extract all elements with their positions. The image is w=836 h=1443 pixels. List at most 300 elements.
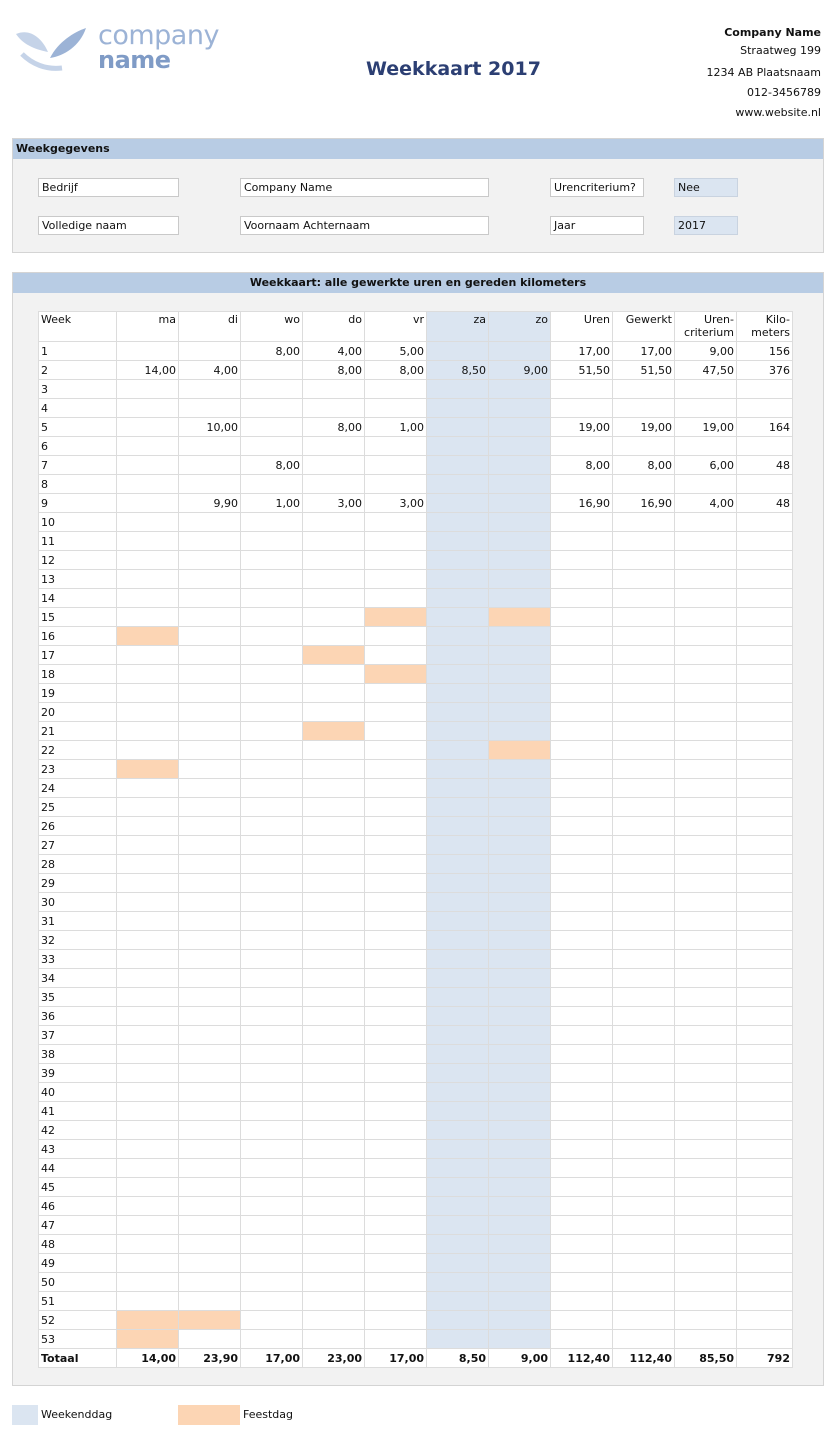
table-cell[interactable] xyxy=(427,399,489,418)
table-cell[interactable] xyxy=(241,1292,303,1311)
table-cell[interactable] xyxy=(179,513,241,532)
table-cell[interactable] xyxy=(117,969,179,988)
table-cell[interactable] xyxy=(365,912,427,931)
table-cell[interactable] xyxy=(427,1140,489,1159)
table-cell[interactable] xyxy=(489,475,551,494)
table-cell[interactable] xyxy=(303,380,365,399)
table-cell[interactable] xyxy=(303,627,365,646)
table-cell[interactable] xyxy=(303,513,365,532)
table-cell[interactable] xyxy=(303,1197,365,1216)
table-cell[interactable] xyxy=(365,1235,427,1254)
table-cell[interactable] xyxy=(117,836,179,855)
table-cell[interactable] xyxy=(117,1216,179,1235)
table-cell[interactable] xyxy=(303,703,365,722)
table-cell[interactable] xyxy=(179,1007,241,1026)
table-cell[interactable] xyxy=(489,1254,551,1273)
table-cell[interactable] xyxy=(179,380,241,399)
table-cell[interactable] xyxy=(489,1045,551,1064)
table-cell[interactable]: 8,50 xyxy=(427,361,489,380)
table-cell[interactable] xyxy=(241,1121,303,1140)
table-cell[interactable]: 5,00 xyxy=(365,342,427,361)
table-cell[interactable] xyxy=(241,589,303,608)
table-cell[interactable] xyxy=(303,1102,365,1121)
table-cell[interactable] xyxy=(427,1102,489,1121)
table-cell[interactable] xyxy=(427,1178,489,1197)
table-cell[interactable] xyxy=(117,1026,179,1045)
table-cell[interactable]: 8,00 xyxy=(365,361,427,380)
table-cell[interactable] xyxy=(117,703,179,722)
table-cell[interactable] xyxy=(179,931,241,950)
table-cell[interactable] xyxy=(179,1064,241,1083)
table-cell[interactable] xyxy=(241,1007,303,1026)
table-cell[interactable] xyxy=(303,1292,365,1311)
table-cell[interactable]: 1,00 xyxy=(365,418,427,437)
table-cell[interactable] xyxy=(241,399,303,418)
table-cell[interactable] xyxy=(427,380,489,399)
table-cell[interactable] xyxy=(489,1311,551,1330)
table-cell[interactable] xyxy=(303,1064,365,1083)
table-cell[interactable] xyxy=(303,551,365,570)
table-cell[interactable] xyxy=(179,456,241,475)
table-cell[interactable] xyxy=(179,437,241,456)
urencriterium-field[interactable]: Nee xyxy=(674,178,738,197)
table-cell[interactable] xyxy=(427,817,489,836)
table-cell[interactable] xyxy=(241,1159,303,1178)
table-cell[interactable] xyxy=(427,798,489,817)
table-cell[interactable] xyxy=(179,684,241,703)
table-cell[interactable] xyxy=(241,1045,303,1064)
table-cell[interactable] xyxy=(241,836,303,855)
table-cell[interactable] xyxy=(179,1102,241,1121)
table-cell[interactable] xyxy=(241,1064,303,1083)
table-cell[interactable] xyxy=(179,646,241,665)
table-cell[interactable] xyxy=(489,1064,551,1083)
table-cell[interactable] xyxy=(303,969,365,988)
table-cell[interactable] xyxy=(303,1311,365,1330)
table-cell[interactable] xyxy=(117,931,179,950)
table-cell[interactable] xyxy=(365,1159,427,1178)
table-cell[interactable] xyxy=(489,969,551,988)
table-cell[interactable] xyxy=(117,399,179,418)
table-cell[interactable] xyxy=(179,855,241,874)
table-cell[interactable] xyxy=(489,893,551,912)
table-cell[interactable] xyxy=(117,855,179,874)
table-cell[interactable] xyxy=(117,1140,179,1159)
table-cell[interactable] xyxy=(179,1083,241,1102)
table-cell[interactable] xyxy=(489,684,551,703)
table-cell[interactable] xyxy=(303,399,365,418)
table-cell[interactable] xyxy=(117,456,179,475)
table-cell[interactable]: 4,00 xyxy=(179,361,241,380)
table-cell[interactable] xyxy=(117,475,179,494)
table-cell[interactable] xyxy=(365,950,427,969)
table-cell[interactable] xyxy=(427,475,489,494)
table-cell[interactable] xyxy=(179,874,241,893)
table-cell[interactable] xyxy=(117,532,179,551)
table-cell[interactable] xyxy=(489,1102,551,1121)
table-cell[interactable] xyxy=(427,779,489,798)
table-cell[interactable] xyxy=(427,1273,489,1292)
table-cell[interactable] xyxy=(179,950,241,969)
table-cell[interactable] xyxy=(117,1045,179,1064)
table-cell[interactable] xyxy=(179,741,241,760)
table-cell[interactable] xyxy=(117,1159,179,1178)
table-cell[interactable] xyxy=(365,1330,427,1349)
table-cell[interactable] xyxy=(117,798,179,817)
table-cell[interactable] xyxy=(117,893,179,912)
table-cell[interactable] xyxy=(303,646,365,665)
table-cell[interactable] xyxy=(117,1235,179,1254)
table-cell[interactable] xyxy=(303,665,365,684)
table-cell[interactable] xyxy=(117,912,179,931)
table-cell[interactable] xyxy=(427,570,489,589)
table-cell[interactable] xyxy=(241,1197,303,1216)
table-cell[interactable] xyxy=(489,627,551,646)
table-cell[interactable] xyxy=(241,1216,303,1235)
table-cell[interactable] xyxy=(427,551,489,570)
table-cell[interactable] xyxy=(365,874,427,893)
table-cell[interactable] xyxy=(365,931,427,950)
table-cell[interactable] xyxy=(179,1311,241,1330)
table-cell[interactable] xyxy=(179,399,241,418)
table-cell[interactable] xyxy=(117,1064,179,1083)
table-cell[interactable] xyxy=(179,627,241,646)
table-cell[interactable] xyxy=(241,646,303,665)
table-cell[interactable] xyxy=(427,1197,489,1216)
table-cell[interactable] xyxy=(365,437,427,456)
table-cell[interactable] xyxy=(303,722,365,741)
table-cell[interactable] xyxy=(117,1007,179,1026)
table-cell[interactable] xyxy=(365,1140,427,1159)
table-cell[interactable] xyxy=(427,342,489,361)
table-cell[interactable] xyxy=(365,380,427,399)
table-cell[interactable] xyxy=(303,1330,365,1349)
table-cell[interactable] xyxy=(303,760,365,779)
table-cell[interactable] xyxy=(241,1311,303,1330)
table-cell[interactable] xyxy=(303,456,365,475)
table-cell[interactable] xyxy=(179,551,241,570)
table-cell[interactable] xyxy=(489,760,551,779)
table-cell[interactable] xyxy=(179,969,241,988)
table-cell[interactable] xyxy=(179,703,241,722)
table-cell[interactable] xyxy=(179,1045,241,1064)
table-cell[interactable] xyxy=(365,1102,427,1121)
table-cell[interactable] xyxy=(179,760,241,779)
table-cell[interactable] xyxy=(427,893,489,912)
table-cell[interactable] xyxy=(303,608,365,627)
table-cell[interactable] xyxy=(179,779,241,798)
table-cell[interactable] xyxy=(303,437,365,456)
table-cell[interactable] xyxy=(427,703,489,722)
table-cell[interactable] xyxy=(241,551,303,570)
table-cell[interactable] xyxy=(179,817,241,836)
table-cell[interactable] xyxy=(241,931,303,950)
table-cell[interactable] xyxy=(489,513,551,532)
table-cell[interactable] xyxy=(241,513,303,532)
table-cell[interactable] xyxy=(489,1121,551,1140)
table-cell[interactable] xyxy=(489,703,551,722)
table-cell[interactable] xyxy=(489,950,551,969)
table-cell[interactable] xyxy=(117,722,179,741)
table-cell[interactable] xyxy=(241,475,303,494)
table-cell[interactable] xyxy=(179,1197,241,1216)
table-cell[interactable] xyxy=(427,684,489,703)
table-cell[interactable]: 9,00 xyxy=(489,361,551,380)
table-cell[interactable] xyxy=(117,1311,179,1330)
table-cell[interactable] xyxy=(117,437,179,456)
table-cell[interactable] xyxy=(179,570,241,589)
table-cell[interactable] xyxy=(241,741,303,760)
table-cell[interactable] xyxy=(117,1273,179,1292)
table-cell[interactable] xyxy=(365,399,427,418)
table-cell[interactable] xyxy=(117,513,179,532)
table-cell[interactable] xyxy=(365,722,427,741)
jaar-field[interactable]: 2017 xyxy=(674,216,738,235)
table-cell[interactable] xyxy=(489,418,551,437)
table-cell[interactable] xyxy=(427,950,489,969)
table-cell[interactable] xyxy=(241,380,303,399)
table-cell[interactable] xyxy=(241,1273,303,1292)
table-cell[interactable]: 3,00 xyxy=(303,494,365,513)
table-cell[interactable] xyxy=(241,817,303,836)
table-cell[interactable] xyxy=(117,950,179,969)
table-cell[interactable] xyxy=(241,798,303,817)
table-cell[interactable] xyxy=(365,627,427,646)
table-cell[interactable]: 8,00 xyxy=(303,361,365,380)
table-cell[interactable] xyxy=(365,1026,427,1045)
table-cell[interactable] xyxy=(303,1216,365,1235)
table-cell[interactable] xyxy=(365,817,427,836)
bedrijf-field[interactable]: Company Name xyxy=(240,178,489,197)
table-cell[interactable] xyxy=(427,988,489,1007)
table-cell[interactable] xyxy=(365,456,427,475)
table-cell[interactable] xyxy=(365,893,427,912)
table-cell[interactable] xyxy=(365,1311,427,1330)
table-cell[interactable] xyxy=(179,1121,241,1140)
table-cell[interactable] xyxy=(365,836,427,855)
table-cell[interactable] xyxy=(303,1178,365,1197)
table-cell[interactable] xyxy=(427,1216,489,1235)
table-cell[interactable] xyxy=(489,1330,551,1349)
table-cell[interactable] xyxy=(427,418,489,437)
table-cell[interactable] xyxy=(427,1254,489,1273)
table-cell[interactable] xyxy=(241,1083,303,1102)
table-cell[interactable] xyxy=(241,722,303,741)
table-cell[interactable] xyxy=(427,836,489,855)
table-cell[interactable] xyxy=(427,931,489,950)
table-cell[interactable] xyxy=(427,1026,489,1045)
table-cell[interactable] xyxy=(303,532,365,551)
table-cell[interactable] xyxy=(427,1007,489,1026)
table-cell[interactable] xyxy=(427,1121,489,1140)
table-cell[interactable] xyxy=(365,1083,427,1102)
table-cell[interactable] xyxy=(427,1159,489,1178)
table-cell[interactable] xyxy=(489,741,551,760)
table-cell[interactable] xyxy=(365,798,427,817)
table-cell[interactable] xyxy=(179,988,241,1007)
table-cell[interactable] xyxy=(427,532,489,551)
table-cell[interactable] xyxy=(427,722,489,741)
table-cell[interactable] xyxy=(241,627,303,646)
table-cell[interactable] xyxy=(303,874,365,893)
table-cell[interactable] xyxy=(365,1064,427,1083)
table-cell[interactable] xyxy=(179,722,241,741)
table-cell[interactable] xyxy=(489,1178,551,1197)
table-cell[interactable] xyxy=(179,798,241,817)
table-cell[interactable] xyxy=(303,855,365,874)
table-cell[interactable] xyxy=(489,1292,551,1311)
table-cell[interactable] xyxy=(241,779,303,798)
table-cell[interactable] xyxy=(241,1254,303,1273)
table-cell[interactable] xyxy=(241,361,303,380)
table-cell[interactable] xyxy=(303,1083,365,1102)
table-cell[interactable] xyxy=(179,1178,241,1197)
table-cell[interactable] xyxy=(179,1026,241,1045)
table-cell[interactable] xyxy=(427,1292,489,1311)
table-cell[interactable] xyxy=(303,1121,365,1140)
table-cell[interactable] xyxy=(241,969,303,988)
table-cell[interactable] xyxy=(365,532,427,551)
table-cell[interactable] xyxy=(489,342,551,361)
table-cell[interactable] xyxy=(303,912,365,931)
table-cell[interactable] xyxy=(303,817,365,836)
table-cell[interactable] xyxy=(117,684,179,703)
table-cell[interactable] xyxy=(303,893,365,912)
table-cell[interactable] xyxy=(303,1235,365,1254)
table-cell[interactable] xyxy=(365,760,427,779)
table-cell[interactable] xyxy=(179,1235,241,1254)
table-cell[interactable] xyxy=(303,931,365,950)
table-cell[interactable] xyxy=(365,1292,427,1311)
table-cell[interactable] xyxy=(427,1045,489,1064)
table-cell[interactable] xyxy=(117,1178,179,1197)
table-cell[interactable] xyxy=(489,836,551,855)
table-cell[interactable] xyxy=(179,1216,241,1235)
table-cell[interactable] xyxy=(117,779,179,798)
table-cell[interactable] xyxy=(303,779,365,798)
table-cell[interactable] xyxy=(489,874,551,893)
table-cell[interactable] xyxy=(489,1083,551,1102)
table-cell[interactable] xyxy=(365,1045,427,1064)
table-cell[interactable] xyxy=(427,1064,489,1083)
table-cell[interactable] xyxy=(117,760,179,779)
table-cell[interactable] xyxy=(241,874,303,893)
table-cell[interactable] xyxy=(117,551,179,570)
table-cell[interactable] xyxy=(427,912,489,931)
table-cell[interactable] xyxy=(427,494,489,513)
table-cell[interactable] xyxy=(303,741,365,760)
table-cell[interactable] xyxy=(303,1159,365,1178)
table-cell[interactable] xyxy=(303,1140,365,1159)
table-cell[interactable] xyxy=(117,494,179,513)
table-cell[interactable] xyxy=(179,589,241,608)
table-cell[interactable] xyxy=(489,551,551,570)
table-cell[interactable] xyxy=(427,627,489,646)
table-cell[interactable] xyxy=(489,589,551,608)
table-cell[interactable] xyxy=(179,1140,241,1159)
table-cell[interactable] xyxy=(489,646,551,665)
table-cell[interactable] xyxy=(241,608,303,627)
table-cell[interactable]: 9,90 xyxy=(179,494,241,513)
table-cell[interactable] xyxy=(489,570,551,589)
table-cell[interactable] xyxy=(365,513,427,532)
table-cell[interactable] xyxy=(241,703,303,722)
table-cell[interactable] xyxy=(427,741,489,760)
table-cell[interactable] xyxy=(365,1007,427,1026)
table-cell[interactable] xyxy=(241,760,303,779)
table-cell[interactable] xyxy=(179,912,241,931)
table-cell[interactable] xyxy=(365,969,427,988)
table-cell[interactable] xyxy=(117,1083,179,1102)
table-cell[interactable] xyxy=(241,418,303,437)
table-cell[interactable] xyxy=(365,475,427,494)
table-cell[interactable] xyxy=(489,532,551,551)
table-cell[interactable]: 8,00 xyxy=(241,342,303,361)
table-cell[interactable] xyxy=(427,969,489,988)
table-cell[interactable] xyxy=(427,1083,489,1102)
table-cell[interactable] xyxy=(117,1292,179,1311)
table-cell[interactable] xyxy=(365,1216,427,1235)
table-cell[interactable] xyxy=(303,1045,365,1064)
table-cell[interactable] xyxy=(489,855,551,874)
table-cell[interactable] xyxy=(241,1140,303,1159)
table-cell[interactable] xyxy=(489,1159,551,1178)
table-cell[interactable] xyxy=(489,1197,551,1216)
table-cell[interactable] xyxy=(427,1330,489,1349)
table-cell[interactable] xyxy=(179,532,241,551)
table-cell[interactable] xyxy=(179,1292,241,1311)
table-cell[interactable] xyxy=(117,627,179,646)
table-cell[interactable] xyxy=(365,1178,427,1197)
table-cell[interactable] xyxy=(489,1007,551,1026)
table-cell[interactable] xyxy=(365,608,427,627)
table-cell[interactable] xyxy=(303,1026,365,1045)
table-cell[interactable] xyxy=(179,475,241,494)
table-cell[interactable] xyxy=(179,665,241,684)
table-cell[interactable] xyxy=(241,532,303,551)
table-cell[interactable] xyxy=(117,570,179,589)
table-cell[interactable] xyxy=(303,589,365,608)
table-cell[interactable] xyxy=(427,437,489,456)
table-cell[interactable] xyxy=(179,342,241,361)
table-cell[interactable] xyxy=(117,1330,179,1349)
table-cell[interactable] xyxy=(427,1235,489,1254)
table-cell[interactable] xyxy=(179,608,241,627)
table-cell[interactable] xyxy=(489,912,551,931)
table-cell[interactable] xyxy=(489,779,551,798)
table-cell[interactable] xyxy=(489,817,551,836)
table-cell[interactable] xyxy=(303,1007,365,1026)
table-cell[interactable] xyxy=(303,836,365,855)
table-cell[interactable] xyxy=(489,1235,551,1254)
table-cell[interactable] xyxy=(303,798,365,817)
table-cell[interactable] xyxy=(241,950,303,969)
table-cell[interactable] xyxy=(489,456,551,475)
table-cell[interactable] xyxy=(117,608,179,627)
table-cell[interactable] xyxy=(365,1121,427,1140)
table-cell[interactable]: 4,00 xyxy=(303,342,365,361)
table-cell[interactable] xyxy=(117,1197,179,1216)
table-cell[interactable] xyxy=(365,1197,427,1216)
table-cell[interactable] xyxy=(489,931,551,950)
table-cell[interactable] xyxy=(117,817,179,836)
table-cell[interactable] xyxy=(241,893,303,912)
table-cell[interactable] xyxy=(427,646,489,665)
table-cell[interactable] xyxy=(179,1330,241,1349)
table-cell[interactable] xyxy=(489,1273,551,1292)
table-cell[interactable] xyxy=(241,1235,303,1254)
table-cell[interactable] xyxy=(427,760,489,779)
